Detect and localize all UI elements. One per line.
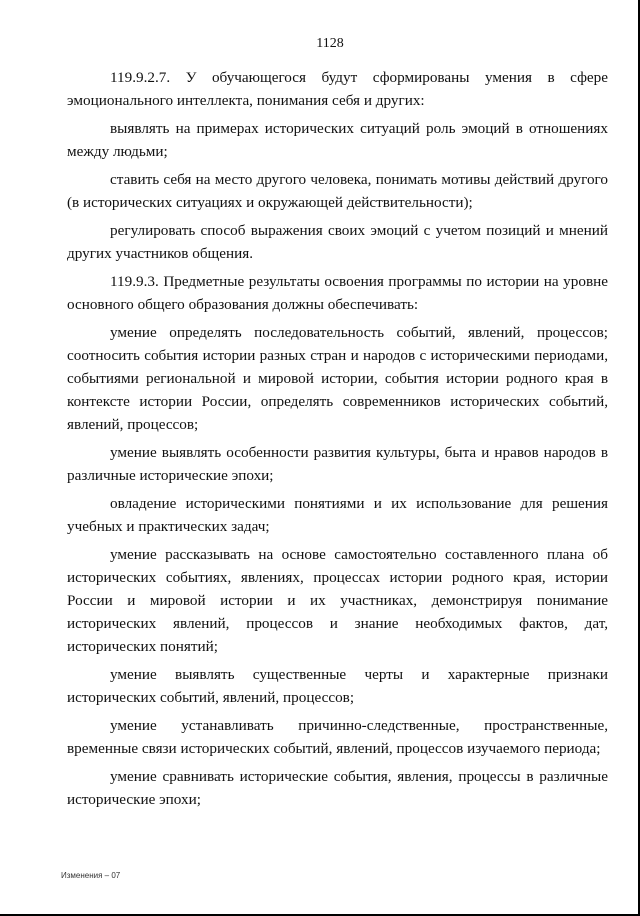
paragraph-narration: умение рассказывать на основе самостоятельно составленного плана об исторических событиях, явлениях, процессах истории родного края, истории России и мировой истории и их участниках, демонстрируя понимание исторических явлений, процессов и знание необходимых фактов, дат, исторических понятий;	[67, 546, 608, 655]
paragraph-essential-features: умение выявлять существенные черты и характерные признаки исторических событий, явлений, процессов;	[67, 666, 608, 706]
paragraph-emotion-regulation: регулировать способ выражения своих эмоций с учетом позиций и мнений других участников общения.	[67, 222, 608, 262]
paragraph-119-9-2-7: 119.9.2.7. У обучающегося будут сформированы умения в сфере эмоционального интеллекта, понимания себя и других:	[67, 69, 608, 109]
footer-note: Изменения – 07	[61, 871, 121, 880]
paragraph-119-9-3: 119.9.3. Предметные результаты освоения программы по истории на уровне основного общего образования должны обеспечивать:	[67, 273, 608, 313]
body-text	[67, 66, 608, 816]
paragraph-empathy: ставить себя на место другого человека, понимать мотивы действий другого (в исторических ситуациях и окружающей действительности);	[67, 171, 608, 211]
paragraph-comparison: умение сравнивать исторические события, явления, процессы в различные исторические эпохи;	[67, 768, 608, 808]
paragraph-culture-features: умение выявлять особенности развития культуры, быта и нравов народов в различные исторические эпохи;	[67, 444, 608, 484]
paragraph-causal-links: умение устанавливать причинно-следственные, пространственные, временные связи исторических событий, явлений, процессов изучаемого периода;	[67, 717, 608, 757]
page-number: 1128	[316, 36, 344, 51]
paragraph-emotions-role: выявлять на примерах исторических ситуаций роль эмоций в отношениях между людьми;	[67, 120, 608, 160]
paragraph-historical-concepts: овладение историческими понятиями и их использование для решения учебных и практических задач;	[67, 495, 608, 535]
paragraph-sequence-of-events: умение определять последовательность событий, явлений, процессов; соотносить события истории разных стран и народов с историческими периодами, событиями региональной и мировой истории, события истории родного края в контексте истории России, определять современников исторических событий, явлений, процессов;	[67, 324, 608, 433]
